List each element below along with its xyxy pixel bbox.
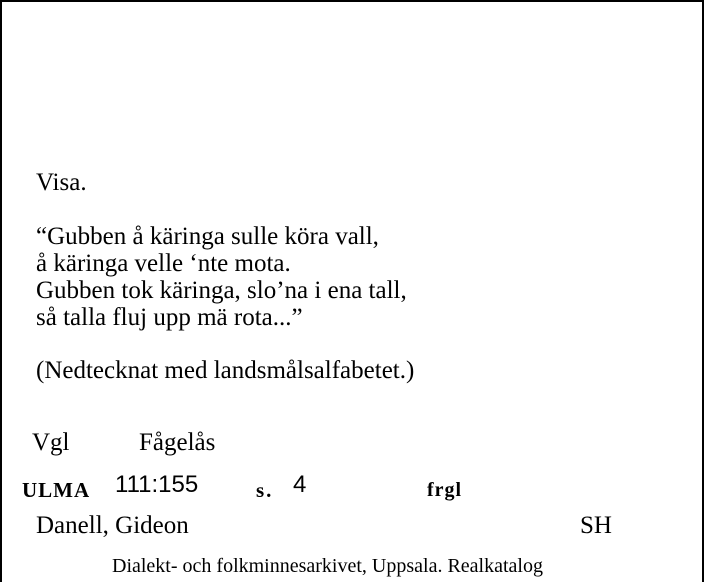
- archive-code: ULMA: [22, 478, 91, 502]
- poem-line: “Gubben å käringa sulle köra vall,: [36, 223, 379, 250]
- record-number: 111:155: [115, 471, 199, 498]
- poem-line: å käringa velle ‘nte mota.: [36, 250, 291, 277]
- place-name: Fågelås: [139, 429, 216, 456]
- initials: SH: [580, 512, 612, 539]
- genre-heading: Visa.: [36, 169, 87, 196]
- region-code: Vgl: [32, 429, 70, 456]
- page-number: 4: [293, 471, 307, 498]
- page-label: s.: [256, 478, 274, 502]
- poem-line: så talla fluj upp mä rota...”: [36, 304, 303, 331]
- card-border-top: [0, 0, 703, 2]
- sigle-code: frgl: [427, 479, 463, 501]
- transcription-note: (Nedtecknat med landsmålsalfabetet.): [36, 357, 415, 384]
- archive-footer: Dialekt- och folkminnesarkivet, Uppsala. Realkatalog: [112, 555, 543, 577]
- poem-line: Gubben tok käringa, slo’na i ena tall,: [36, 277, 407, 304]
- recorder-name: Danell, Gideon: [36, 512, 189, 539]
- poem-text: [36, 223, 407, 331]
- card-border-right: [702, 0, 704, 582]
- card-border-left: [0, 0, 2, 582]
